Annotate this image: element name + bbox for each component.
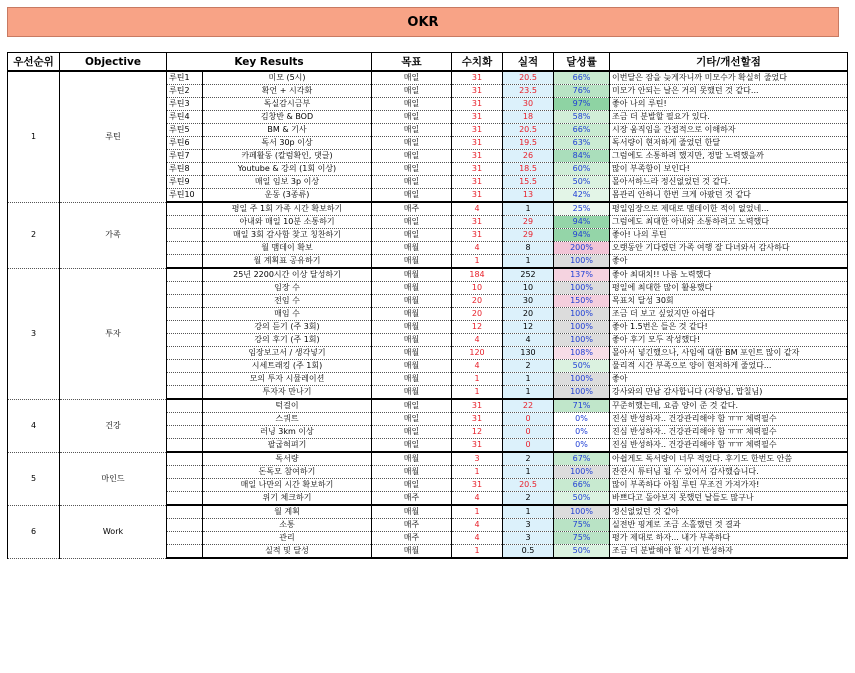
goal-cell: 매월 (372, 505, 452, 519)
key-result-cell: 김창반 & BOD (203, 111, 372, 124)
actual-cell: 2 (503, 452, 554, 466)
actual-cell: 30 (503, 295, 554, 308)
key-result-cell: 월 계획 (203, 505, 372, 519)
table-row (8, 71, 848, 85)
actual-cell: 13 (503, 189, 554, 203)
goal-cell: 매월 (372, 466, 452, 479)
rate-cell: 100% (554, 334, 610, 347)
actual-cell: 1 (503, 373, 554, 386)
metric-cell: 20 (452, 295, 503, 308)
goal-cell: 매주 (372, 519, 452, 532)
key-result-cell: 독실감시금부 (203, 98, 372, 111)
actual-cell: 20.5 (503, 479, 554, 492)
priority-cell: 2 (8, 202, 60, 268)
rate-cell: 100% (554, 308, 610, 321)
note-cell: 좋아 1.5번은 들은 것 같다! (610, 321, 848, 334)
note-cell: 조금 더 분발할 필요가 있다. (610, 111, 848, 124)
sub-id-cell (167, 426, 203, 439)
note-cell: 진심 반성하자.. 건강관리해야 함 ㅠㅠ 체력필수 (610, 426, 848, 439)
note-cell: 오랫동안 기다렸던 가족 여행 잘 다녀와서 감사하다 (610, 242, 848, 255)
goal-cell: 매일 (372, 124, 452, 137)
note-cell: 많이 부족함이 보인다! (610, 163, 848, 176)
goal-cell: 매일 (372, 71, 452, 85)
actual-cell: 0 (503, 413, 554, 426)
goal-cell: 매월 (372, 268, 452, 282)
goal-cell: 매월 (372, 242, 452, 255)
metric-cell: 1 (452, 386, 503, 400)
metric-cell: 120 (452, 347, 503, 360)
key-result-cell: BM & 기사 (203, 124, 372, 137)
actual-cell: 30 (503, 98, 554, 111)
rate-cell: 50% (554, 492, 610, 506)
actual-cell: 0 (503, 439, 554, 453)
key-result-cell: 25년 2200시간 이상 달성하기 (203, 268, 372, 282)
rate-cell: 75% (554, 519, 610, 532)
sub-id-cell (167, 347, 203, 360)
metric-cell: 1 (452, 255, 503, 269)
note-cell: 미모가 안되는 날은 거의 못했던 것 같다... (610, 85, 848, 98)
note-cell: 조금 더 보고 싶었지만 아쉽다 (610, 308, 848, 321)
sub-id-cell (167, 295, 203, 308)
actual-cell: 20 (503, 308, 554, 321)
key-result-cell: 강의 듣기 (주 3회) (203, 321, 372, 334)
objective-cell: 건강 (60, 399, 167, 452)
goal-cell: 매월 (372, 373, 452, 386)
note-cell: 좋아 나의 루틴! (610, 98, 848, 111)
metric-cell: 31 (452, 98, 503, 111)
table-row (8, 399, 848, 413)
rate-cell: 71% (554, 399, 610, 413)
metric-cell: 31 (452, 189, 503, 203)
key-result-cell: 월 계획표 공유하기 (203, 255, 372, 269)
key-result-cell: 돈독모 참여하기 (203, 466, 372, 479)
note-cell: 목표치 달성 30회 (610, 295, 848, 308)
key-result-cell: 매임 수 (203, 308, 372, 321)
actual-cell: 4 (503, 334, 554, 347)
actual-cell: 26 (503, 150, 554, 163)
key-result-cell: 투자자 만나기 (203, 386, 372, 400)
actual-cell: 20.5 (503, 124, 554, 137)
rate-cell: 94% (554, 229, 610, 242)
table-row (8, 202, 848, 216)
sub-id-cell (167, 545, 203, 559)
key-result-cell: 스쿼트 (203, 413, 372, 426)
rate-cell: 75% (554, 532, 610, 545)
objective-cell: 루틴 (60, 71, 167, 202)
goal-cell: 매일 (372, 413, 452, 426)
rate-cell: 200% (554, 242, 610, 255)
actual-cell: 18.5 (503, 163, 554, 176)
sub-id-cell (167, 282, 203, 295)
note-cell: 좋아! 나의 루틴 (610, 229, 848, 242)
goal-cell: 매월 (372, 347, 452, 360)
rate-cell: 137% (554, 268, 610, 282)
header-rate: 달성률 (554, 53, 610, 72)
goal-cell: 매주 (372, 202, 452, 216)
key-result-cell: 위기 체크하기 (203, 492, 372, 506)
rate-cell: 67% (554, 452, 610, 466)
header-metric: 수치화 (452, 53, 503, 72)
note-cell: 조금 더 분발해야 할 시기 반성하자 (610, 545, 848, 559)
metric-cell: 20 (452, 308, 503, 321)
rate-cell: 0% (554, 439, 610, 453)
key-result-cell: 소통 (203, 519, 372, 532)
metric-cell: 31 (452, 111, 503, 124)
note-cell: 꾸준히했는데, 요즘 양이 준 것 같다. (610, 399, 848, 413)
metric-cell: 4 (452, 519, 503, 532)
rate-cell: 63% (554, 137, 610, 150)
sub-id-cell (167, 532, 203, 545)
rate-cell: 76% (554, 85, 610, 98)
goal-cell: 매주 (372, 532, 452, 545)
actual-cell: 1 (503, 255, 554, 269)
objective-cell: 투자 (60, 268, 167, 399)
note-cell: 평가 제대로 하자... 내가 부족하다 (610, 532, 848, 545)
metric-cell: 3 (452, 452, 503, 466)
rate-cell: 25% (554, 202, 610, 216)
goal-cell: 매일 (372, 189, 452, 203)
rate-cell: 58% (554, 111, 610, 124)
actual-cell: 8 (503, 242, 554, 255)
actual-cell: 0.5 (503, 545, 554, 559)
goal-cell: 매일 (372, 426, 452, 439)
note-cell: 강사와의 만남 감사합니다 (자향님, 맙칠님) (610, 386, 848, 400)
sub-id-cell (167, 255, 203, 269)
metric-cell: 12 (452, 426, 503, 439)
metric-cell: 31 (452, 216, 503, 229)
metric-cell: 1 (452, 466, 503, 479)
metric-cell: 31 (452, 150, 503, 163)
key-result-cell: 팔굽혀펴기 (203, 439, 372, 453)
note-cell: 진심 반성하자.. 건강관리해야 함 ㅠㅠ 체력필수 (610, 413, 848, 426)
metric-cell: 184 (452, 268, 503, 282)
goal-cell: 매일 (372, 111, 452, 124)
rate-cell: 100% (554, 386, 610, 400)
note-cell: 바쁘다고 돌아보지 못했던 날들도 많구나 (610, 492, 848, 506)
metric-cell: 31 (452, 85, 503, 98)
key-result-cell: 매일 3회 감사함 찾고 칭찬하기 (203, 229, 372, 242)
key-result-cell: 실적 및 달성 (203, 545, 372, 559)
sub-id-cell: 루틴5 (167, 124, 203, 137)
rate-cell: 0% (554, 413, 610, 426)
note-cell: 평일임장으로 제대로 맴데이한 적이 없었네... (610, 202, 848, 216)
key-result-cell: 아내와 매일 10분 소통하기 (203, 216, 372, 229)
sub-id-cell: 루틴6 (167, 137, 203, 150)
key-result-cell: 카페활동 (칼럼확인, 댓글) (203, 150, 372, 163)
note-cell: 실전반 핑계로 조금 소홀했던 것 결과 (610, 519, 848, 532)
note-cell: 시장 움직임을 간접적으로 이해하자 (610, 124, 848, 137)
metric-cell: 31 (452, 71, 503, 85)
note-cell: 잔잔시 튜터님 될 수 있어서 감사했습니다. (610, 466, 848, 479)
sub-id-cell: 루틴2 (167, 85, 203, 98)
actual-cell: 1 (503, 505, 554, 519)
sub-id-cell (167, 452, 203, 466)
rate-cell: 42% (554, 189, 610, 203)
rate-cell: 100% (554, 282, 610, 295)
key-result-cell: 월 맴데이 확보 (203, 242, 372, 255)
sub-id-cell (167, 439, 203, 453)
actual-cell: 1 (503, 386, 554, 400)
rate-cell: 100% (554, 321, 610, 334)
okr-table-body (8, 71, 848, 558)
note-cell: 좋아 (610, 255, 848, 269)
actual-cell: 19.5 (503, 137, 554, 150)
actual-cell: 0 (503, 426, 554, 439)
metric-cell: 31 (452, 399, 503, 413)
header-key-results: Key Results (167, 53, 372, 72)
sub-id-cell (167, 268, 203, 282)
metric-cell: 10 (452, 282, 503, 295)
note-cell: 그럼에도 최대한 아내와 소통하려고 노력했다 (610, 216, 848, 229)
goal-cell: 매월 (372, 255, 452, 269)
actual-cell: 252 (503, 268, 554, 282)
objective-cell: 마인드 (60, 452, 167, 505)
goal-cell: 매월 (372, 334, 452, 347)
metric-cell: 4 (452, 242, 503, 255)
sub-id-cell: 루틴7 (167, 150, 203, 163)
note-cell: 그럼에도 소통하려 했지만, 정말 노력했을까 (610, 150, 848, 163)
key-result-cell: 임장보고서 / 생각넣기 (203, 347, 372, 360)
rate-cell: 97% (554, 98, 610, 111)
sub-id-cell: 루틴1 (167, 71, 203, 85)
key-result-cell: 매일 임보 3p 이상 (203, 176, 372, 189)
actual-cell: 23.5 (503, 85, 554, 98)
header-objective: Objective (60, 53, 167, 72)
rate-cell: 60% (554, 163, 610, 176)
metric-cell: 1 (452, 545, 503, 559)
metric-cell: 4 (452, 202, 503, 216)
goal-cell: 매일 (372, 85, 452, 98)
metric-cell: 31 (452, 439, 503, 453)
actual-cell: 3 (503, 532, 554, 545)
metric-cell: 31 (452, 413, 503, 426)
goal-cell: 매월 (372, 452, 452, 466)
actual-cell: 3 (503, 519, 554, 532)
note-cell: 좋아 후기 모두 작성했다! (610, 334, 848, 347)
actual-cell: 22 (503, 399, 554, 413)
note-cell: 물리적 시간 부족으로 양이 현저하게 줄었다... (610, 360, 848, 373)
metric-cell: 12 (452, 321, 503, 334)
metric-cell: 31 (452, 479, 503, 492)
sub-id-cell (167, 466, 203, 479)
actual-cell: 1 (503, 202, 554, 216)
metric-cell: 31 (452, 137, 503, 150)
actual-cell: 20.5 (503, 71, 554, 85)
key-result-cell: 관리 (203, 532, 372, 545)
header-goal: 목표 (372, 53, 452, 72)
rate-cell: 66% (554, 479, 610, 492)
note-cell: 진심 반성하자.. 건강관리해야 함 ㅠㅠ 체력필수 (610, 439, 848, 453)
note-cell: 좋아 최대치!! 나름 노력했다 (610, 268, 848, 282)
sub-id-cell (167, 373, 203, 386)
sub-id-cell (167, 479, 203, 492)
actual-cell: 2 (503, 492, 554, 506)
sub-id-cell: 루틴8 (167, 163, 203, 176)
key-result-cell: 독서 30p 이상 (203, 137, 372, 150)
key-result-cell: 확언 + 시각화 (203, 85, 372, 98)
goal-cell: 매일 (372, 399, 452, 413)
priority-cell: 4 (8, 399, 60, 452)
priority-cell: 3 (8, 268, 60, 399)
metric-cell: 31 (452, 124, 503, 137)
note-cell: 몸관리 안하니 한번 크게 아팠던 것 같다 (610, 189, 848, 203)
header-notes: 기타/개선할점 (610, 53, 848, 72)
rate-cell: 108% (554, 347, 610, 360)
actual-cell: 18 (503, 111, 554, 124)
sub-id-cell (167, 505, 203, 519)
rate-cell: 94% (554, 216, 610, 229)
sub-id-cell (167, 242, 203, 255)
sub-id-cell (167, 216, 203, 229)
sub-id-cell: 루틴4 (167, 111, 203, 124)
actual-cell: 130 (503, 347, 554, 360)
goal-cell: 매일 (372, 229, 452, 242)
okr-title-bar (7, 7, 839, 37)
metric-cell: 4 (452, 334, 503, 347)
note-cell: 많이 부족하다 아침 루틴 무조건 가져가자! (610, 479, 848, 492)
sub-id-cell (167, 360, 203, 373)
rate-cell: 100% (554, 373, 610, 386)
metric-cell: 31 (452, 229, 503, 242)
table-row (8, 505, 848, 519)
actual-cell: 2 (503, 360, 554, 373)
sub-id-cell: 루틴10 (167, 189, 203, 203)
sub-id-cell (167, 202, 203, 216)
rate-cell: 66% (554, 71, 610, 85)
sub-id-cell: 루틴3 (167, 98, 203, 111)
goal-cell: 매월 (372, 321, 452, 334)
goal-cell: 매일 (372, 163, 452, 176)
sub-id-cell (167, 308, 203, 321)
rate-cell: 50% (554, 176, 610, 189)
goal-cell: 매월 (372, 545, 452, 559)
rate-cell: 100% (554, 466, 610, 479)
sub-id-cell (167, 492, 203, 506)
objective-cell: 가족 (60, 202, 167, 268)
goal-cell: 매월 (372, 360, 452, 373)
key-result-cell: 모의 투자 시뮬레이션 (203, 373, 372, 386)
goal-cell: 매일 (372, 216, 452, 229)
sub-id-cell (167, 413, 203, 426)
metric-cell: 31 (452, 176, 503, 189)
priority-cell: 1 (8, 71, 60, 202)
sub-id-cell (167, 386, 203, 400)
sub-id-cell: 루틴9 (167, 176, 203, 189)
goal-cell: 매일 (372, 137, 452, 150)
goal-cell: 매일 (372, 176, 452, 189)
sub-id-cell (167, 321, 203, 334)
metric-cell: 1 (452, 505, 503, 519)
metric-cell: 1 (452, 373, 503, 386)
goal-cell: 매일 (372, 98, 452, 111)
rate-cell: 150% (554, 295, 610, 308)
header-actual: 실적 (503, 53, 554, 72)
metric-cell: 4 (452, 360, 503, 373)
key-result-cell: 턱걸이 (203, 399, 372, 413)
objective-cell: Work (60, 505, 167, 558)
key-result-cell: 임장 수 (203, 282, 372, 295)
note-cell: 평일에 최대한 많이 활용했다 (610, 282, 848, 295)
key-result-cell: 독서량 (203, 452, 372, 466)
metric-cell: 31 (452, 163, 503, 176)
goal-cell: 매월 (372, 282, 452, 295)
key-result-cell: 러닝 3km 이상 (203, 426, 372, 439)
metric-cell: 4 (452, 492, 503, 506)
key-result-cell: 강의 후기 (주 1회) (203, 334, 372, 347)
goal-cell: 매주 (372, 492, 452, 506)
sub-id-cell (167, 229, 203, 242)
header-priority: 우선순위 (8, 53, 60, 72)
note-cell: 정신없었던 것 같아 (610, 505, 848, 519)
key-result-cell: 전임 수 (203, 295, 372, 308)
key-result-cell: 매일 나만의 시간 확보하기 (203, 479, 372, 492)
actual-cell: 29 (503, 216, 554, 229)
note-cell: 몰아서하느라 정신없었던 것 같다. (610, 176, 848, 189)
priority-cell: 6 (8, 505, 60, 558)
key-result-cell: 미모 (5시) (203, 71, 372, 85)
actual-cell: 15.5 (503, 176, 554, 189)
header-row (8, 53, 848, 72)
actual-cell: 12 (503, 321, 554, 334)
rate-cell: 100% (554, 505, 610, 519)
note-cell: 독서량이 현저하게 줄었던 한달 (610, 137, 848, 150)
key-result-cell: 평일 주 1회 가족 시간 확보하기 (203, 202, 372, 216)
note-cell: 이번달은 잠을 늦게자니까 미모수가 확실히 줄었다 (610, 71, 848, 85)
note-cell: 몰아서 넣긴했으나, 사임에 대한 BM 포인트 많이 같자 (610, 347, 848, 360)
goal-cell: 매일 (372, 479, 452, 492)
sub-id-cell (167, 519, 203, 532)
rate-cell: 84% (554, 150, 610, 163)
rate-cell: 50% (554, 545, 610, 559)
goal-cell: 매월 (372, 386, 452, 400)
sub-id-cell (167, 399, 203, 413)
actual-cell: 29 (503, 229, 554, 242)
goal-cell: 매월 (372, 295, 452, 308)
page-title: OKR (407, 14, 439, 30)
metric-cell: 4 (452, 532, 503, 545)
note-cell: 좋아 (610, 373, 848, 386)
table-row (8, 452, 848, 466)
actual-cell: 1 (503, 466, 554, 479)
key-result-cell: 시세트래킹 (주 1회) (203, 360, 372, 373)
actual-cell: 10 (503, 282, 554, 295)
rate-cell: 100% (554, 255, 610, 269)
goal-cell: 매월 (372, 308, 452, 321)
key-result-cell: Youtube & 강의 (1회 이상) (203, 163, 372, 176)
priority-cell: 5 (8, 452, 60, 505)
goal-cell: 매일 (372, 150, 452, 163)
goal-cell: 매일 (372, 439, 452, 453)
rate-cell: 50% (554, 360, 610, 373)
rate-cell: 0% (554, 426, 610, 439)
note-cell: 아쉽게도 독서량이 너무 적었다. 후기도 한번도 안씀 (610, 452, 848, 466)
rate-cell: 66% (554, 124, 610, 137)
table-row (8, 268, 848, 282)
okr-table (7, 52, 848, 559)
key-result-cell: 운동 (3종류) (203, 189, 372, 203)
sub-id-cell (167, 334, 203, 347)
